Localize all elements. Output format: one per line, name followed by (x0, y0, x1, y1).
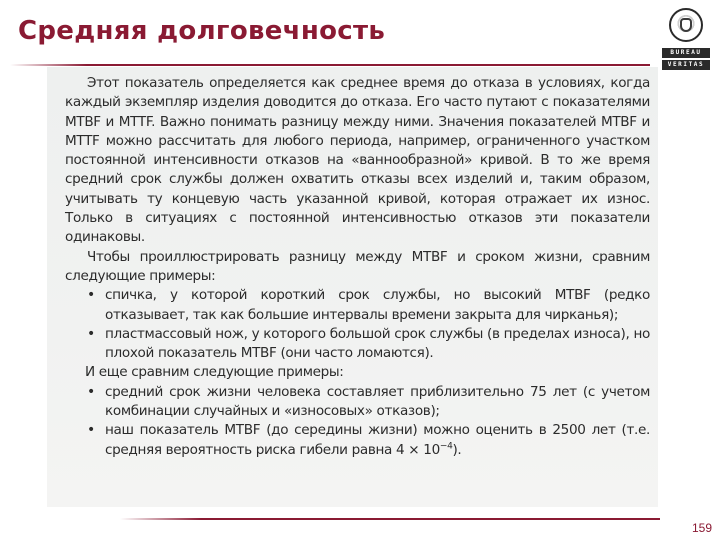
list-item-text: наш показатель MTBF (до середины жизни) можно оценить в 2500 лет (т.е. средняя вероятность риска гибели равна 4 × 10 (105, 422, 650, 458)
paragraph-second-intro: И еще сравним следующие примеры: (85, 364, 344, 381)
list-item (87, 421, 650, 460)
logo-line-2: VERITAS (662, 60, 710, 70)
bureau-veritas-logo (658, 8, 714, 70)
slide-title: Средняя долговечность (18, 16, 386, 46)
list-item: • спичка, у которой короткий срок службы, но высокий MTBF (редко отказывает, так как большие интервалы времени закрыта для чирканья); (87, 286, 650, 325)
bullet-list-1 (65, 286, 650, 363)
list-item-tail: ). (452, 441, 462, 458)
seal-icon (669, 8, 703, 42)
paragraph-comparison-intro: Чтобы проиллюстрировать разницу между MTBF и сроком жизни, сравним следующие примеры: (65, 248, 650, 284)
list-item: • пластмассовый нож, у которого большой срок службы (в пределах износа), но плохой показатель MTBF (они часто ломаются). (87, 325, 650, 364)
logo-line-1: BUREAU (662, 48, 710, 58)
page-number: 159 (691, 521, 712, 535)
footer-divider (120, 518, 660, 520)
list-item: • средний срок жизни человека составляет приблизительно 75 лет (с учетом комбинации случайных и «износовых» отказов); (87, 383, 650, 422)
paragraph-definition: Этот показатель определяется как среднее время до отказа в условиях, когда каждый экземпляр изделия доводится до отказа. Его часто путают с показателями MTBF и MTTF. Важно понимать разницу между ними. Значения показателей MTBF и MTTF можно рассчитать для любого периода, например, ограниченного участком постоянной интенсивности отказов на «ваннообразной» кривой. В то же время средний срок службы должен охватить отказы всех изделий и, таким образом, учитывать ту концевую часть указанной кривой, которая отражает их износ. Только в ситуациях с постоянной интенсивностью отказов эти показатели одинаковы. (65, 75, 650, 246)
exponent: −4 (439, 441, 453, 452)
scanned-text-body (65, 74, 650, 460)
title-divider (10, 64, 650, 66)
scanned-text-image (47, 67, 658, 507)
bullet-list-2 (65, 383, 650, 460)
